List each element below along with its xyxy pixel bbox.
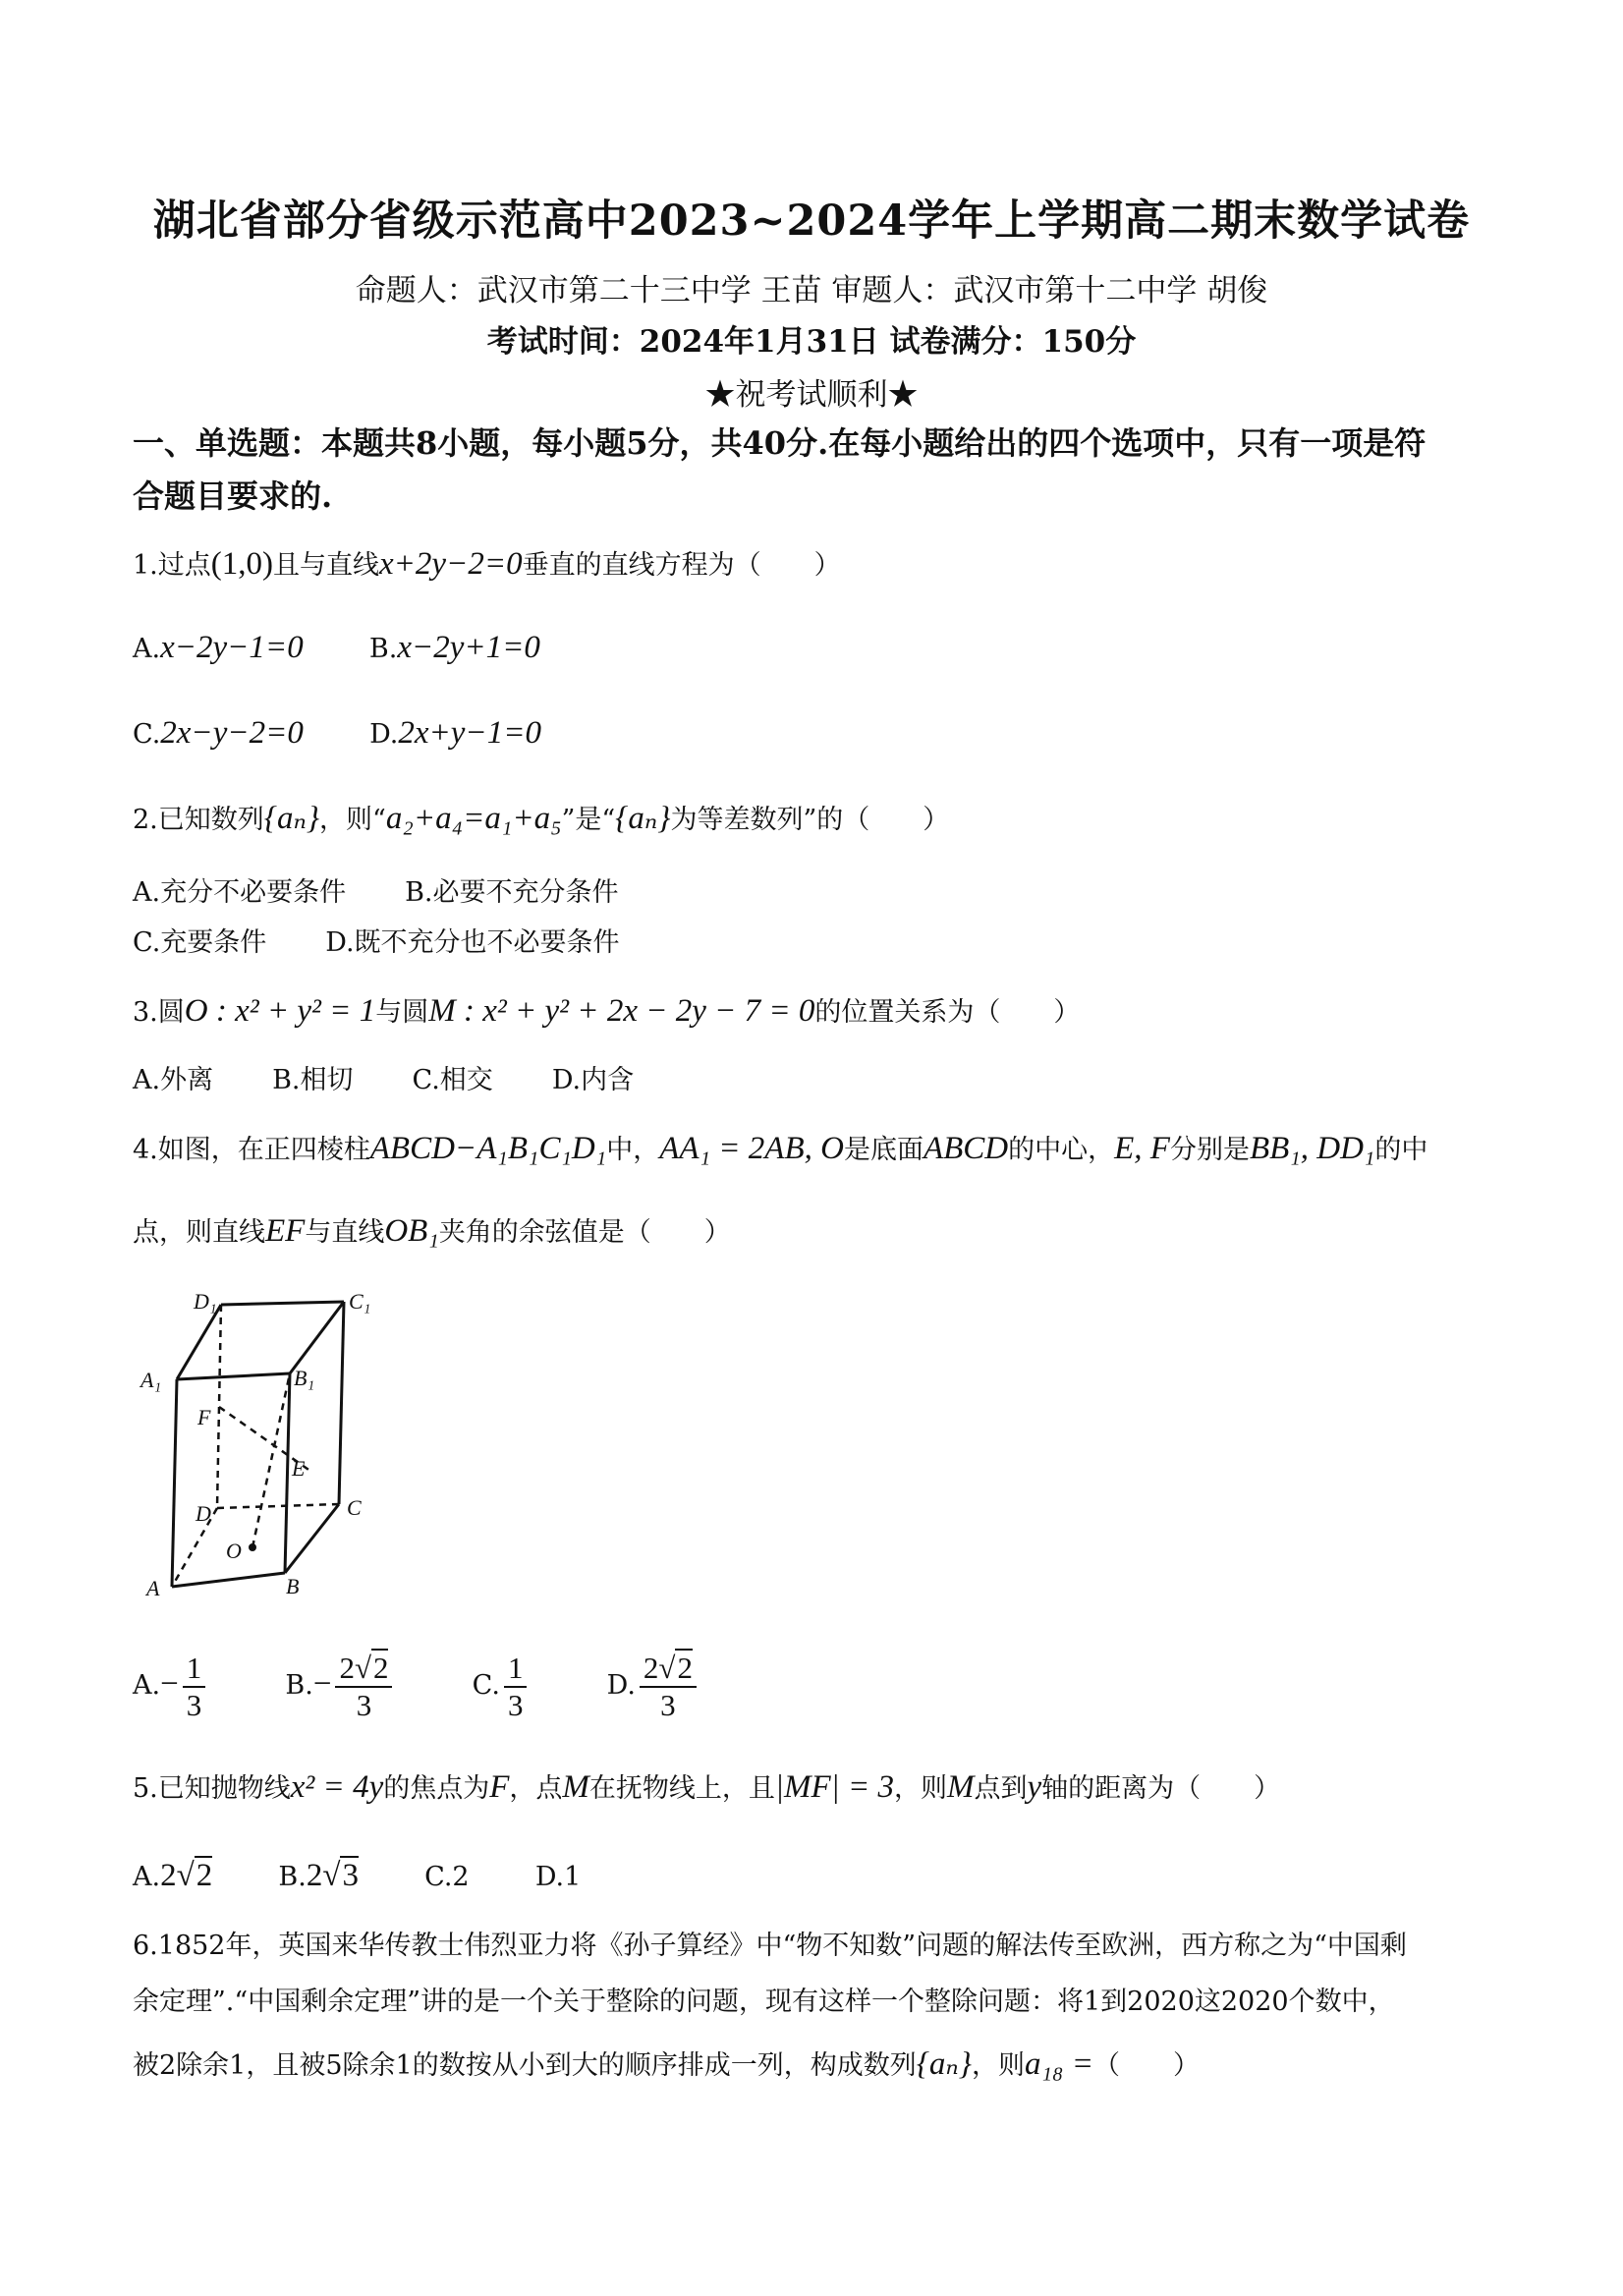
q2-option-c: C.充要条件	[133, 927, 267, 958]
question-4-stem-line1: 4.如图，在正四棱柱ABCD−A₁B₁C₁D₁中，AA₁ = 2AB, O是底面ABCD的中心，E, F分别是BB₁, DD₁的中	[133, 1131, 1428, 1166]
q5-option-b: B.2√3	[278, 1858, 359, 1893]
q5-option-d: D.1	[534, 1862, 582, 1892]
question-4-stem-line2: 点，则直线EF与直线OB₁夹角的余弦值是（ ）	[133, 1213, 731, 1249]
question-5-stem: 5.已知抛物线x² = 4y的焦点为F，点M在抚物线上，且|MF| = 3，则M点到y轴的距离为（ ）	[133, 1769, 1281, 1805]
figure-label-c1: C₁	[349, 1289, 371, 1314]
exam-title: 湖北省部分省级示范高中2023~2024学年上学期高二期末数学试卷	[152, 196, 1471, 246]
q4-option-c: C. $\frac{1}{3}$	[473, 1670, 532, 1701]
figure-label-d1: D₁	[194, 1289, 217, 1314]
figure-label-b: B	[286, 1574, 300, 1598]
exam-info: 考试时间：2024年1月31日 试卷满分：150分	[486, 324, 1137, 360]
q1-line: x+2y−2=0	[379, 546, 523, 582]
section1-instructions-line2: 合题目要求的.	[133, 477, 333, 515]
q5-option-c: C.2	[424, 1862, 470, 1892]
figure-label-f: F	[197, 1405, 211, 1429]
figure-label-a1: A₁	[140, 1368, 162, 1392]
q1-option-c: C.2x−y−2=0	[133, 715, 304, 751]
q3-option-d: D.内含	[551, 1065, 635, 1095]
q4-option-b: B.− $\frac{2√2}{3}$	[285, 1670, 396, 1701]
q1-option-d: D.2x+y−1=0	[369, 715, 541, 751]
q3-option-a: A.外离	[133, 1065, 214, 1095]
question-3-options	[133, 1065, 634, 1096]
q1-option-a: A.x−2y−1=0	[133, 630, 304, 665]
section1-instructions-line1: 一、单选题：本题共8小题，每小题5分，共40分.在每小题给出的四个选项中，只有一项是符	[133, 424, 1427, 462]
q2-option-b: B.必要不充分条件	[405, 877, 619, 908]
prism-figure	[133, 1287, 388, 1611]
figure-label-b1: B₁	[294, 1366, 315, 1390]
figure-label-e: E	[292, 1456, 306, 1481]
figure-label-a: A	[146, 1576, 160, 1600]
exam-wish: ★祝考试顺利★	[704, 377, 919, 413]
q2-option-d: D.既不充分也不必要条件	[325, 927, 620, 958]
q1-point: (1,0)	[210, 546, 273, 582]
question-2-stem: 2.已知数列{aₙ}，则“a₂+a₄=a₁+a₅”是“{aₙ}为等差数列”的（ ）	[133, 801, 950, 836]
q5-option-a: A.2√2	[133, 1858, 213, 1893]
q4-option-d: D. $\frac{2√2}{3}$	[607, 1670, 700, 1701]
q1-option-b: B.x−2y+1=0	[368, 630, 540, 665]
exam-authors: 命题人：武汉市第二十三中学 王苗 审题人：武汉市第十二中学 胡俊	[355, 273, 1268, 308]
question-1-options-row1	[133, 629, 540, 668]
question-1-stem: 1.过点(1,0)且与直线x+2y−2=0垂直的直线方程为（ ）	[133, 546, 841, 582]
q3-option-c: C.相交	[412, 1065, 493, 1095]
question-1-options-row2	[133, 714, 541, 754]
question-2-options-row2	[133, 927, 620, 959]
figure-label-c: C	[347, 1495, 362, 1520]
figure-label-d: D	[196, 1501, 211, 1526]
q4-option-a: A.− $\frac{1}{3}$	[133, 1670, 209, 1701]
q3-option-b: B.相切	[272, 1065, 354, 1095]
question-5-options	[133, 1857, 581, 1896]
question-3-stem: 3.圆O : x² + y² = 1与圆M : x² + y² + 2x − 2y − 7 = 0的位置关系为（ ）	[133, 993, 1081, 1029]
question-6-stem-line1: 6.1852年，英国来华传教士伟烈亚力将《孙子算经》中“物不知数”问题的解法传至欧洲，西方称之为“中国剩	[133, 1931, 1407, 1961]
q2-option-a: A.充分不必要条件	[133, 877, 347, 908]
figure-label-o: O	[226, 1539, 242, 1563]
question-6-stem-line2: 余定理”.“中国剩余定理”讲的是一个关于整除的问题，现有这样一个整除问题：将1到2020这2020个数中，	[133, 1987, 1395, 2017]
question-4-options	[133, 1651, 700, 1722]
question-2-options-row1	[133, 877, 619, 909]
question-6-stem-line3: 被2除余1，且被5除余1的数按从小到大的顺序排成一列，构成数列{aₙ}，则a₁₈ =（ ）	[133, 2046, 1200, 2082]
